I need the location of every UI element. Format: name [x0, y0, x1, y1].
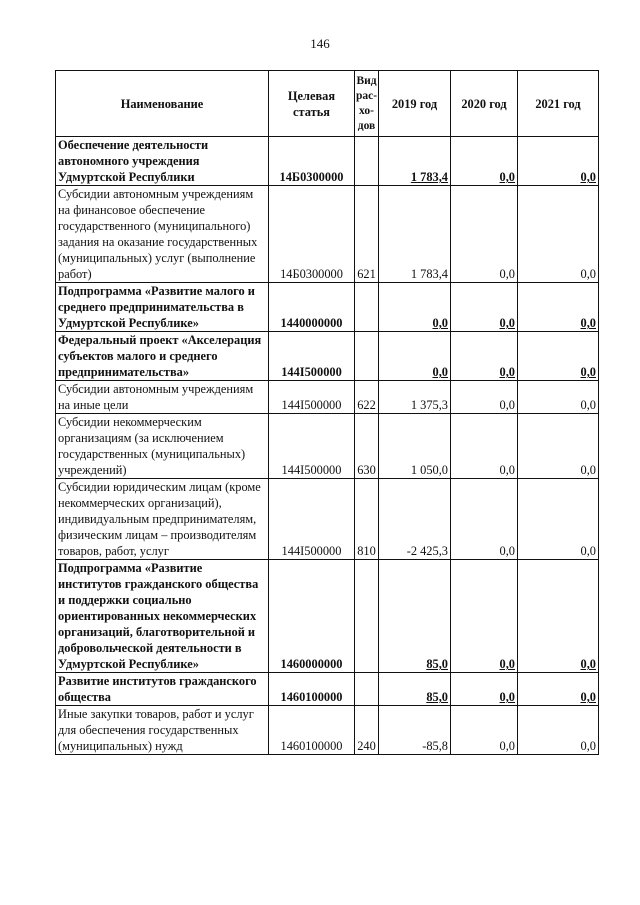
- table-row: [56, 560, 599, 673]
- row-name: Развитие институтов гражданского общества: [56, 673, 269, 706]
- row-value-2021: 0,0: [518, 186, 599, 283]
- row-value-2019: 1 050,0: [379, 414, 451, 479]
- table-row: [56, 283, 599, 332]
- row-value-2019: -85,8: [379, 706, 451, 755]
- row-target-code: 144I500000: [269, 414, 355, 479]
- row-value-2021: 0,0: [518, 673, 599, 706]
- row-value-2020: 0,0: [451, 381, 518, 414]
- table-row: [56, 479, 599, 560]
- table-row: [56, 186, 599, 283]
- row-target-code: 1460100000: [269, 673, 355, 706]
- row-target-code: 14Б0300000: [269, 186, 355, 283]
- row-value-2020: 0,0: [451, 283, 518, 332]
- row-value-2021: 0,0: [518, 332, 599, 381]
- row-expense-type: 630: [355, 414, 379, 479]
- row-value-2019: 1 783,4: [379, 186, 451, 283]
- row-value-2019: 85,0: [379, 673, 451, 706]
- row-expense-type: 240: [355, 706, 379, 755]
- row-name: Субсидии некоммерческим организациям (за исключением государственных (муниципальных) учреждений): [56, 414, 269, 479]
- table-row: [56, 673, 599, 706]
- table-body: [56, 137, 599, 755]
- row-value-2021: 0,0: [518, 137, 599, 186]
- row-name: Подпрограмма «Развитие малого и среднего предпринимательства в Удмуртской Республике»: [56, 283, 269, 332]
- row-expense-type: 622: [355, 381, 379, 414]
- row-value-2020: 0,0: [451, 186, 518, 283]
- row-value-2021: 0,0: [518, 706, 599, 755]
- table-row: [56, 706, 599, 755]
- row-target-code: 14Б0300000: [269, 137, 355, 186]
- row-value-2021: 0,0: [518, 560, 599, 673]
- row-expense-type: [355, 673, 379, 706]
- header-name: Наименование: [56, 71, 269, 137]
- row-value-2019: 1 375,3: [379, 381, 451, 414]
- row-target-code: 1440000000: [269, 283, 355, 332]
- table-row: [56, 381, 599, 414]
- row-value-2019: 85,0: [379, 560, 451, 673]
- row-name: Федеральный проект «Акселерация субъектов малого и среднего предпринимательства»: [56, 332, 269, 381]
- row-expense-type: [355, 560, 379, 673]
- row-target-code: 144I500000: [269, 479, 355, 560]
- row-expense-type: 621: [355, 186, 379, 283]
- header-2021: 2021 год: [518, 71, 599, 137]
- row-name: Субсидии юридическим лицам (кроме некоммерческих организаций), индивидуальным предпринимателям, физическим лицам – производителям товаров, работ, услуг: [56, 479, 269, 560]
- row-name: Обеспечение деятельности автономного учреждения Удмуртской Республики: [56, 137, 269, 186]
- row-value-2020: 0,0: [451, 479, 518, 560]
- row-value-2020: 0,0: [451, 332, 518, 381]
- row-expense-type: [355, 332, 379, 381]
- row-name: Подпрограмма «Развитие институтов гражданского общества и поддержки социально ориентированных некоммерческих организаций, благотворительной и добровольческой деятельности в Удмуртской Республике»: [56, 560, 269, 673]
- row-value-2019: -2 425,3: [379, 479, 451, 560]
- row-value-2020: 0,0: [451, 706, 518, 755]
- row-value-2020: 0,0: [451, 673, 518, 706]
- row-expense-type: 810: [355, 479, 379, 560]
- row-value-2021: 0,0: [518, 414, 599, 479]
- row-expense-type: [355, 137, 379, 186]
- table-row: [56, 332, 599, 381]
- header-expense-type: Вид рас- хо- дов: [355, 71, 379, 137]
- row-value-2020: 0,0: [451, 414, 518, 479]
- table-header-row: [56, 71, 599, 137]
- row-value-2019: 0,0: [379, 332, 451, 381]
- row-target-code: 144I500000: [269, 381, 355, 414]
- row-name: Субсидии автономным учреждениям на финансовое обеспечение государственного (муниципального) задания на оказание государственных (муниципальных) услуг (выполнение работ): [56, 186, 269, 283]
- row-value-2020: 0,0: [451, 560, 518, 673]
- row-value-2020: 0,0: [451, 137, 518, 186]
- table-row: [56, 137, 599, 186]
- row-value-2021: 0,0: [518, 381, 599, 414]
- row-value-2019: 1 783,4: [379, 137, 451, 186]
- row-target-code: 1460100000: [269, 706, 355, 755]
- row-expense-type: [355, 283, 379, 332]
- row-target-code: 1460000000: [269, 560, 355, 673]
- header-2020: 2020 год: [451, 71, 518, 137]
- header-2019: 2019 год: [379, 71, 451, 137]
- row-target-code: 144I500000: [269, 332, 355, 381]
- table-row: [56, 414, 599, 479]
- header-code: Целевая статья: [269, 71, 355, 137]
- row-value-2021: 0,0: [518, 283, 599, 332]
- row-value-2021: 0,0: [518, 479, 599, 560]
- row-name: Субсидии автономным учреждениям на иные цели: [56, 381, 269, 414]
- page-number: 146: [310, 36, 330, 51]
- budget-table: [55, 70, 599, 755]
- row-name: Иные закупки товаров, работ и услуг для обеспечения государственных (муниципальных) нужд: [56, 706, 269, 755]
- row-value-2019: 0,0: [379, 283, 451, 332]
